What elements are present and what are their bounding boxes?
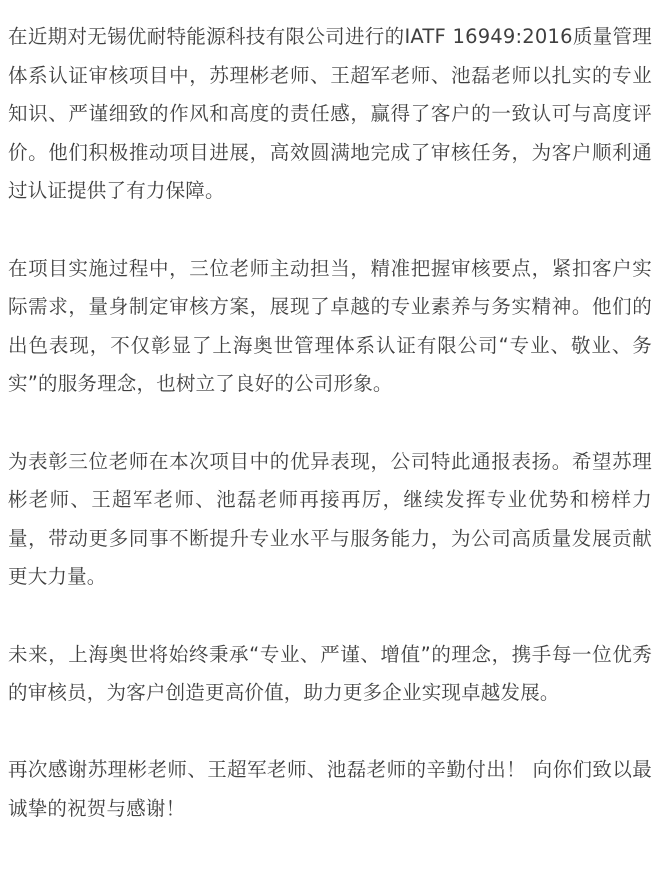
paragraph-thanks: 再次感谢苏理彬老师、王超军老师、池磊老师的辛勤付出！ 向你们致以最诚挚的祝贺与感谢！: [8, 758, 652, 820]
paragraph-audit-result: 在近期对无锡优耐特能源科技有限公司进行的IATF 16949:2016质量管理体系认证审核项目中，苏理彬老师、王超军老师、池磊老师以扎实的专业知识、严谨细致的作风和高度的责任感，赢得了客户的一致认可与高度评价。他们积极推动项目进展，高效圆满地完成了审核任务，为客户顺利通过认证提供了有力保障。: [8, 25, 652, 203]
paragraph-future: 未来，上海奥世将始终秉承“专业、严谨、增值”的理念，携手每一位优秀的审核员，为客户创造更高价值，助力更多企业实现卓越发展。: [8, 642, 652, 705]
article-body: [8, 18, 652, 828]
paragraph-implementation: 在项目实施过程中，三位老师主动担当，精准把握审核要点，紧扣客户实际需求，量身制定审核方案，展现了卓越的专业素养与务实精神。他们的出色表现，不仅彰显了上海奥世管理体系认证有限公司“专业、敬业、务实”的服务理念，也树立了良好的公司形象。: [8, 256, 652, 396]
paragraph-commendation: 为表彰三位老师在本次项目中的优异表现，公司特此通报表扬。希望苏理彬老师、王超军老师、池磊老师再接再厉，继续发挥专业优势和榜样力量，带动更多同事不断提升专业水平与服务能力，为公司高质量发展贡献更大力量。: [8, 449, 652, 589]
